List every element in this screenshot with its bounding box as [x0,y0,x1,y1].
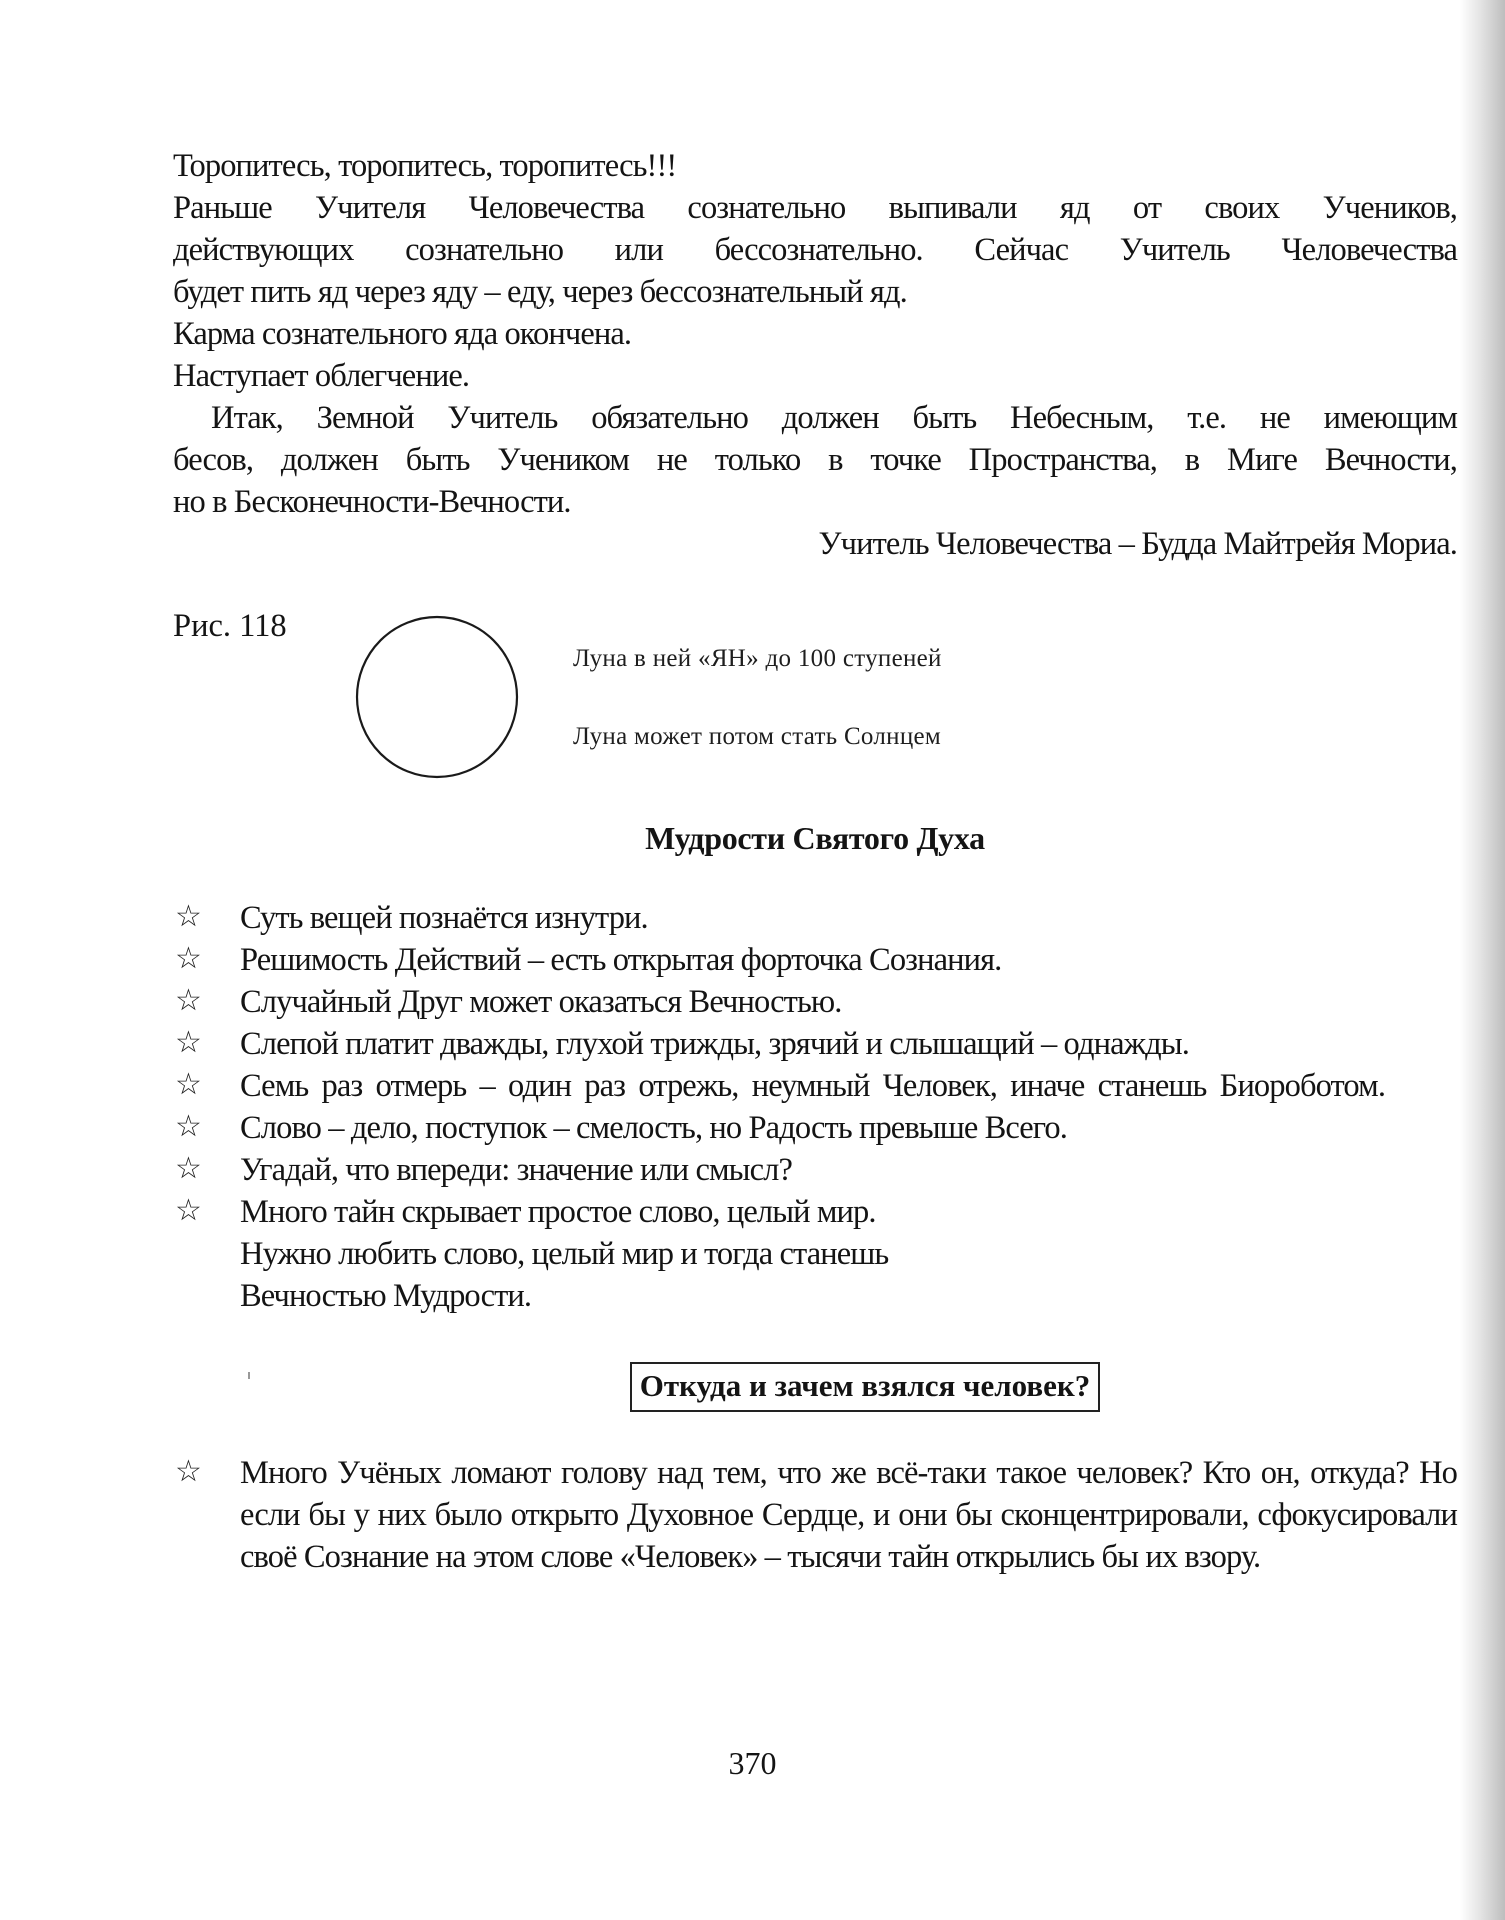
list-item-text: Семь раз отмерь – один раз отрежь, неумный Человек, иначе станешь Биороботом. [240,1068,1386,1104]
star-outline-icon: ☆ [175,1454,201,1489]
list-item-text: Слово – дело, поступок – смелость, но Радость превыше Всего. [240,1110,1068,1146]
text-line: Раньше Учителя Человечества сознательно выпивали яд от своих Учеников, [173,190,1457,226]
list-item [173,1065,1457,1107]
figure-caption-1: Луна в ней «ЯН» до 100 ступеней [573,645,942,672]
list-item [173,939,1457,981]
page-number: 370 [728,1745,777,1781]
section-title-human: Откуда и зачем взялся человек? [630,1362,1101,1412]
list-item-text: Решимость Действий – есть открытая форточка Сознания. [240,942,1002,978]
list-item-text: Слепой платит дважды, глухой трижды, зрячий и слышащий – однажды. [240,1026,1189,1062]
list-item [173,1191,1457,1317]
star-outline-icon: ☆ [175,1109,201,1144]
list-item-text: Много тайн скрывает простое слово, целый мир. [240,1194,876,1230]
signature: Учитель Человечества – Будда Майтрейя Мориа. [818,526,1457,562]
list-item [173,981,1457,1023]
text-line: но в Бесконечности-Вечности. [173,484,571,520]
list-item [173,1107,1457,1149]
text-line: действующих сознательно или бессознательно. Сейчас Учитель Человечества [173,232,1457,268]
star-outline-icon: ☆ [175,983,201,1018]
moon-circle [357,617,517,777]
list-item-text: Угадай, что впереди: значение или смысл? [240,1152,792,1188]
list-item [173,897,1457,939]
book-spine-shadow [1460,0,1505,1920]
paragraph-hurry: Торопитесь, торопитесь, торопитесь!!! [173,148,677,184]
paragraph-teachers [173,187,1457,313]
list-item-continuation: Нужно любить слово, целый мир и тогда станешь [240,1236,889,1272]
star-outline-icon: ☆ [175,941,201,976]
star-outline-icon: ☆ [175,1025,201,1060]
scan-speck [248,1372,250,1379]
figure-caption-2: Луна может потом стать Солнцем [573,723,942,750]
text-line: Итак, Земной Учитель обязательно должен быть Небесным, т.е. не имеющим [211,400,1457,436]
list-item [173,1452,1457,1578]
figure-label: Рис. 118 [173,608,287,644]
text-line: будет пить яд через яду – еду, через бессознательный яд. [173,274,907,310]
star-outline-icon: ☆ [175,1151,201,1186]
section-title-wisdom: Мудрости Святого Духа [645,820,985,856]
text-line: бесов, должен быть Учеником не только в точке Пространства, в Миге Вечности, [173,442,1457,478]
list-item [173,1149,1457,1191]
paragraph-relief: Наступает облегчение. [173,358,470,394]
list-item-text: Много Учёных ломают голову над тем, что же всё-таки такое человек? Кто он, откуда? Но если бы у них было открыто Духовное Сердце, и они бы сконцентрировали, сфокусировали своё Сознание на этом слове «Человек» – тысячи тайн открылись бы их взору. [240,1455,1457,1575]
list-item-continuation: Вечностью Мудрости. [240,1278,532,1314]
wisdom-list [173,897,1457,1317]
figure-118 [173,605,1457,780]
star-outline-icon: ☆ [175,1193,201,1228]
section-heading-human-wrap [173,1362,1457,1412]
star-outline-icon: ☆ [175,899,201,934]
list-item [173,1023,1457,1065]
star-outline-icon: ☆ [175,1067,201,1102]
list-item-text: Случайный Друг может оказаться Вечностью. [240,984,842,1020]
paragraph-karma: Карма сознательного яда окончена. [173,316,632,352]
book-page [173,145,1457,1578]
paragraph-earthly-teacher [173,397,1457,523]
list-item-text: Суть вещей познаётся изнутри. [240,900,648,936]
moon-circle-diagram [353,613,521,781]
